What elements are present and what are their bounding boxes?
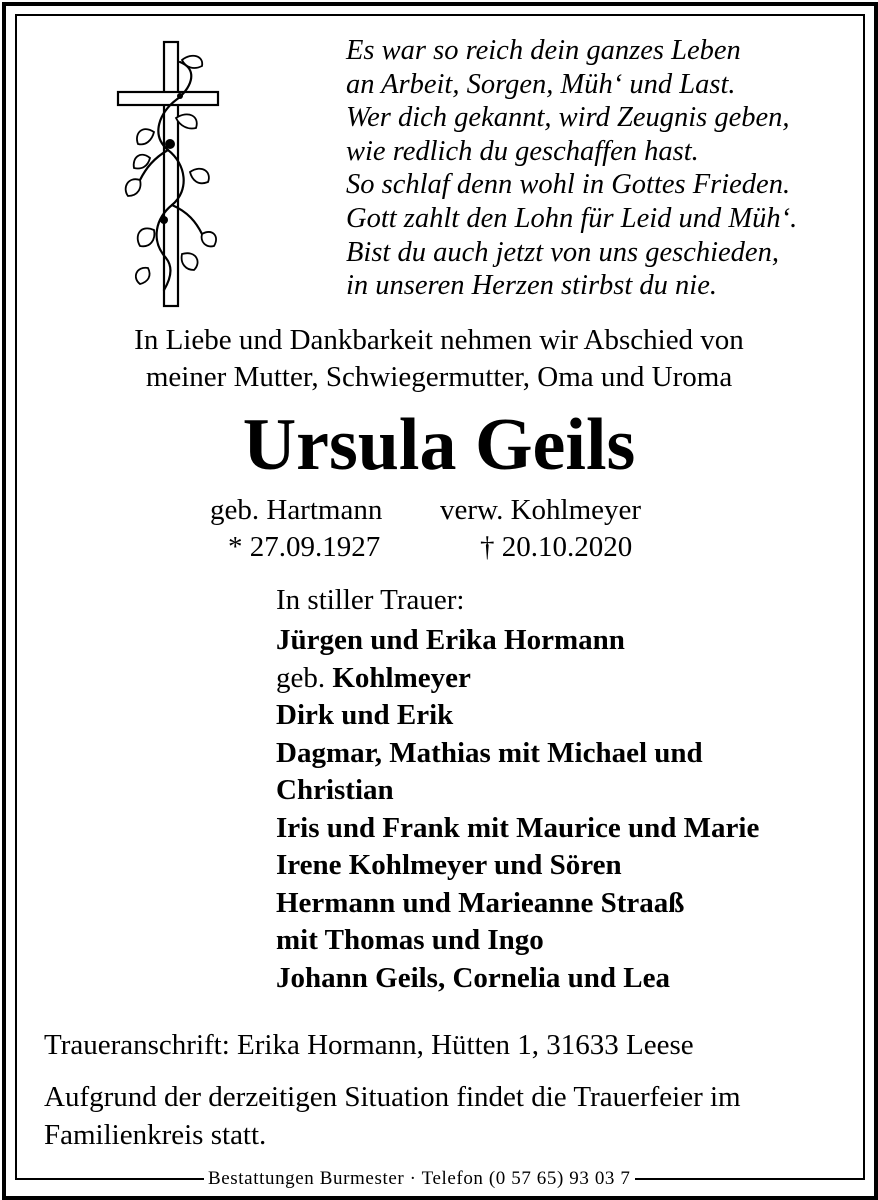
widowed-name: verw. Kohlmeyer bbox=[440, 494, 642, 526]
birth-date: * 27.09.1927 bbox=[228, 531, 381, 563]
mourner-line: Irene Kohlmeyer und Sören bbox=[276, 849, 622, 881]
mourner-line: Dirk und Erik bbox=[276, 699, 454, 731]
footer-rule-left bbox=[20, 1178, 198, 1180]
poem-line: Wer dich gekannt, wird Zeugnis geben, bbox=[346, 102, 790, 134]
mourner-line: Christian bbox=[276, 774, 394, 806]
death-date: † 20.10.2020 bbox=[480, 531, 633, 563]
poem-line: So schlaf denn wohl in Gottes Frieden. bbox=[346, 169, 791, 201]
mourners-label: In stiller Trauer: bbox=[276, 584, 465, 616]
deceased-name: Ursula Geils bbox=[242, 404, 636, 486]
mourner-line: Johann Geils, Cornelia und Lea bbox=[276, 961, 670, 994]
mourner-line: Jürgen und Erika Hormann bbox=[276, 624, 625, 656]
poem bbox=[346, 34, 797, 303]
poem-line: Bist du auch jetzt von uns geschieden, bbox=[346, 236, 779, 268]
mourner-line: Hermann und Marieanne Straaß bbox=[276, 886, 685, 919]
intro-line: In Liebe und Dankbarkeit nehmen wir Abschied von bbox=[134, 324, 744, 356]
mourner-line: Dagmar, Mathias mit Michael und bbox=[276, 736, 703, 769]
poem-line: in unseren Herzen stirbst du nie. bbox=[346, 270, 718, 302]
poem-line: an Arbeit, Sorgen, Müh‘ und Last. bbox=[346, 68, 736, 100]
footer-rule-right bbox=[692, 1178, 856, 1180]
funeral-home-contact: Bestattungen Burmester · Telefon (0 57 65) 93 03 7 bbox=[204, 1166, 635, 1192]
poem-line: Es war so reich dein ganzes Leben bbox=[346, 35, 741, 66]
intro-line: meiner Mutter, Schwiegermutter, Oma und Uroma bbox=[145, 361, 733, 393]
mourner-maiden-name: Kohlmeyer bbox=[332, 661, 471, 694]
ceremony-note: Aufgrund der derzeitigen Situation findet die Trauerfeier im Familienkreis statt. bbox=[44, 1081, 741, 1151]
footer bbox=[20, 1166, 856, 1194]
poem-line: Gott zahlt den Lohn für Leid und Müh‘. bbox=[346, 202, 798, 234]
intro-text bbox=[0, 322, 878, 396]
cross-with-rose-icon bbox=[110, 40, 220, 308]
mourning-address: Traueranschrift: Erika Hormann, Hütten 1, 31633 Leese bbox=[44, 1029, 694, 1061]
mourner-prefix: geb. bbox=[276, 661, 333, 694]
mourner-line: mit Thomas und Ingo bbox=[276, 924, 544, 956]
mourner-line bbox=[276, 660, 759, 698]
mourners-list bbox=[276, 622, 759, 997]
mourner-line: Iris und Frank mit Maurice und Marie bbox=[276, 811, 760, 844]
birth-name: geb. Hartmann bbox=[210, 494, 383, 526]
poem-line: wie redlich du geschaffen hast. bbox=[346, 135, 699, 167]
